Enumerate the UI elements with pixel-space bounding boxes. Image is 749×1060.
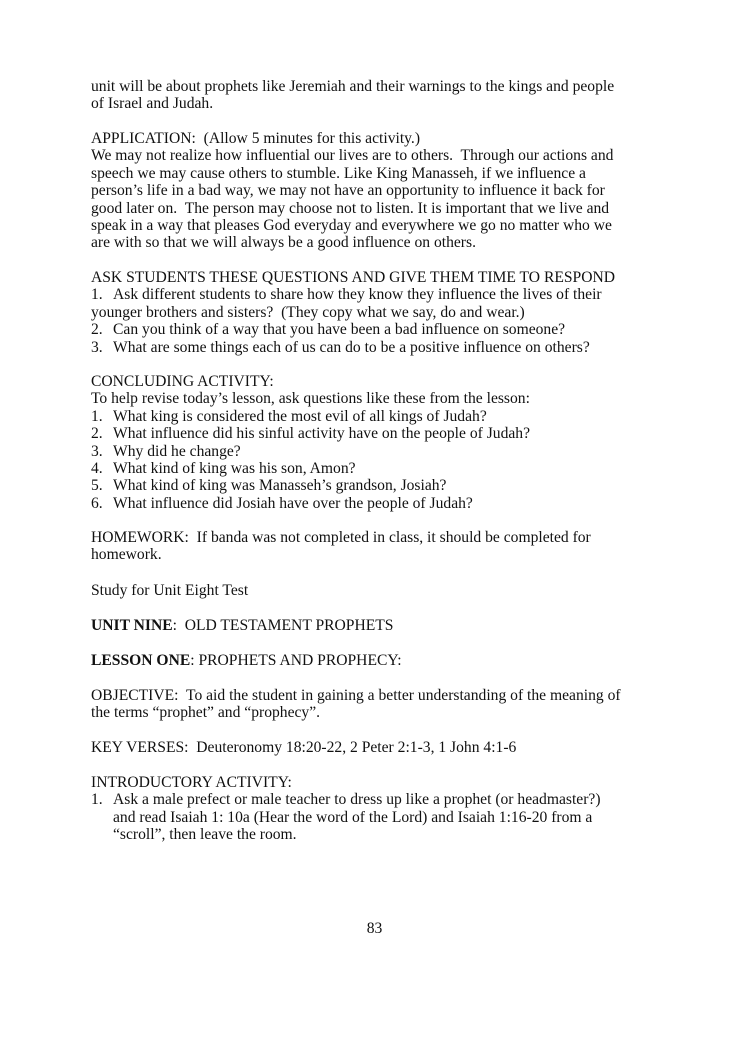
list-item: 3. Why did he change?	[91, 442, 241, 460]
list-item: 6. What influence did Josiah have over the people of Judah?	[91, 494, 473, 512]
text-line: unit will be about prophets like Jeremiah and their warnings to the kings and people	[91, 78, 615, 95]
text-line: speak in a way that pleases God everyday and everywhere we go no matter who we	[91, 217, 612, 235]
list-item: 1. Ask different students to share how they know they influence the lives of their	[91, 286, 602, 304]
list-item: 1. What king is considered the most evil of all kings of Judah?	[91, 407, 487, 425]
text-line: homework.	[91, 546, 162, 564]
list-item: 5. What kind of king was Manasseh’s grandson, Josiah?	[91, 477, 447, 495]
unit-title: UNIT NINE: OLD TESTAMENT PROPHETS	[91, 617, 394, 634]
questions-heading: ASK STUDENTS THESE QUESTIONS AND GIVE THEM TIME TO RESPOND	[91, 269, 616, 286]
text-line: are with so that we will always be a good influence on others.	[91, 234, 476, 252]
text-line: We may not realize how influential our lives are to others. Through our actions and	[91, 147, 614, 165]
list-item: 2. What influence did his sinful activity have on the people of Judah?	[91, 425, 531, 443]
introductory-heading: INTRODUCTORY ACTIVITY:	[91, 774, 292, 791]
concluding-intro: To help revise today’s lesson, ask questions like these from the lesson:	[91, 390, 530, 408]
intro-paragraph	[91, 78, 651, 113]
list-item: 3. What are some things each of us can do to be a positive influence on others?	[91, 338, 590, 356]
text-line: good later on. The person may choose not to listen. It is important that we live and	[91, 199, 610, 217]
text-line: of Israel and Judah.	[91, 95, 214, 113]
concluding-heading: CONCLUDING ACTIVITY:	[91, 373, 274, 390]
text-line: OBJECTIVE: To aid the student in gaining a better understanding of the meaning of	[91, 687, 621, 704]
list-item-continuation: and read Isaiah 1: 10a (Hear the word of the Lord) and Isaiah 1:16-20 from a	[113, 808, 593, 826]
list-item-continuation: younger brothers and sisters? (They copy what we say, do and wear.)	[91, 303, 525, 321]
page-number: 83	[366, 920, 383, 937]
concluding-section	[91, 373, 651, 512]
questions-section	[91, 269, 651, 356]
text-line: speech we may cause others to stumble. Like King Manasseh, if we influence a	[91, 164, 586, 182]
list-item: 4. What kind of king was his son, Amon?	[91, 460, 356, 478]
application-section	[91, 130, 651, 252]
list-item: 2. Can you think of a way that you have been a bad influence on someone?	[91, 321, 566, 339]
lesson-title: LESSON ONE: PROPHETS AND PROPHECY:	[91, 652, 402, 669]
objective-section	[91, 687, 651, 722]
application-heading: APPLICATION: (Allow 5 minutes for this activity.)	[91, 130, 421, 147]
list-item-continuation: “scroll”, then leave the room.	[113, 826, 297, 844]
text-line: the terms “prophet” and “prophecy”.	[91, 704, 321, 722]
homework-section	[91, 529, 651, 564]
list-item: 1. Ask a male prefect or male teacher to dress up like a prophet (or headmaster?)	[91, 791, 601, 809]
text-line: HOMEWORK: If banda was not completed in class, it should be completed for	[91, 529, 591, 546]
text-line: person’s life in a bad way, we may not have an opportunity to influence it back for	[91, 182, 605, 200]
key-verses: KEY VERSES: Deuteronomy 18:20-22, 2 Peter 2:1-3, 1 John 4:1-6	[91, 739, 517, 756]
introductory-section	[91, 774, 651, 844]
study-note: Study for Unit Eight Test	[91, 582, 249, 599]
